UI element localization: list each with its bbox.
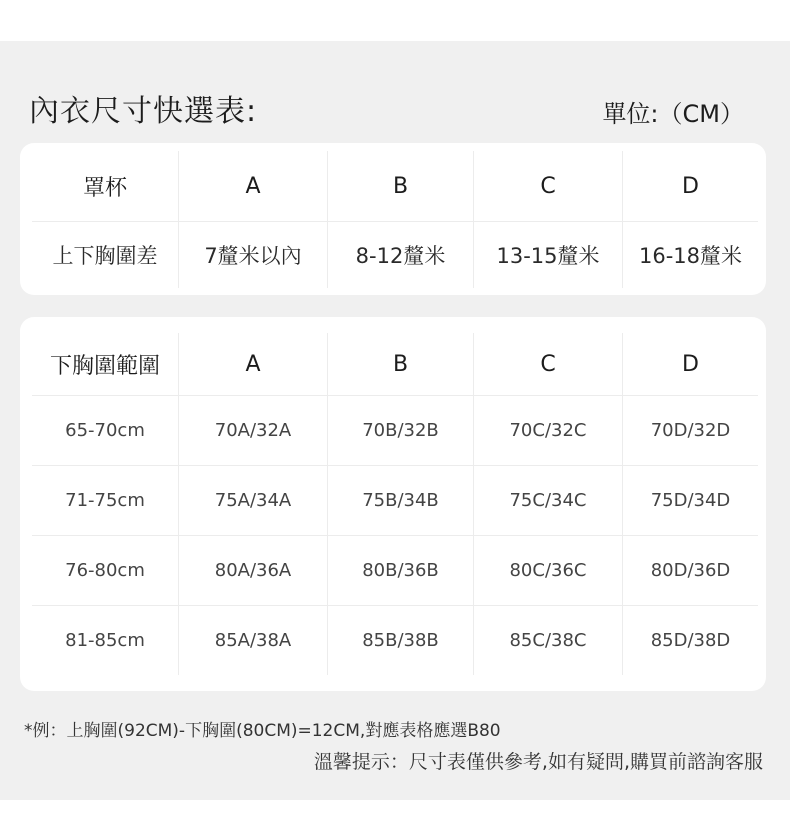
size-cell: 80B/36B <box>328 536 474 606</box>
size-cell: 75A/34A <box>179 466 328 536</box>
size-cell: 85B/38B <box>328 606 474 676</box>
header-size-a: A <box>179 333 328 396</box>
header-cup-d: D <box>623 151 759 222</box>
size-chart-card <box>20 317 766 691</box>
size-cell: 80D/36D <box>623 536 759 606</box>
size-cell: 85A/38A <box>179 606 328 676</box>
cup-difference-table <box>32 151 758 288</box>
difference-cup-a: 7釐米以內 <box>179 222 328 289</box>
header-underbust-range: 下胸圍範圍 <box>32 333 179 396</box>
header-cup-a: A <box>179 151 328 222</box>
unit-label: 單位:（CM） <box>602 100 744 128</box>
header-size-d: D <box>623 333 759 396</box>
difference-cup-d: 16-18釐米 <box>638 244 743 268</box>
difference-cup-c: 13-15釐米 <box>474 222 623 289</box>
row-label-bust-difference: 上下胸圍差 <box>32 222 179 289</box>
table-row <box>32 606 758 676</box>
size-cell: 75D/34D <box>623 466 759 536</box>
size-cell: 80A/36A <box>179 536 328 606</box>
table-row <box>32 466 758 536</box>
underbust-range: 71-75cm <box>32 466 179 536</box>
page-title: 內衣尺寸快選表: <box>29 94 258 129</box>
size-header-row <box>32 333 758 396</box>
size-cell: 70B/32B <box>328 396 474 466</box>
header-cup-c: C <box>474 151 623 222</box>
cup-difference-card <box>20 143 766 295</box>
size-cell: 85D/38D <box>650 630 731 651</box>
size-cell: 85C/38C <box>474 606 623 676</box>
size-cell: 70A/32A <box>179 396 328 466</box>
header-size-c: C <box>474 333 623 396</box>
size-cell: 75C/34C <box>474 466 623 536</box>
header-cup-b: B <box>328 151 474 222</box>
size-cell: 70D/32D <box>623 396 759 466</box>
size-chart-table <box>32 333 758 675</box>
table-row <box>32 396 758 466</box>
size-cell: 70C/32C <box>474 396 623 466</box>
header-size-b: B <box>328 333 474 396</box>
size-cell: 80C/36C <box>474 536 623 606</box>
cup-header-row <box>32 151 758 222</box>
example-note: *例：上胸圍(92CM)-下胸圍(80CM)=12CM,對應表格應選B80 <box>24 721 501 741</box>
underbust-range: 65-70cm <box>32 396 179 466</box>
bust-difference-row <box>32 222 758 289</box>
header-cup: 罩杯 <box>32 151 179 222</box>
underbust-range: 76-80cm <box>32 536 179 606</box>
table-row <box>32 536 758 606</box>
size-cell: 75B/34B <box>328 466 474 536</box>
difference-cup-b: 8-12釐米 <box>328 222 474 289</box>
underbust-range: 81-85cm <box>32 606 179 676</box>
reminder-note: 溫馨提示：尺寸表僅供參考,如有疑問,購買前諮詢客服 <box>313 751 763 773</box>
